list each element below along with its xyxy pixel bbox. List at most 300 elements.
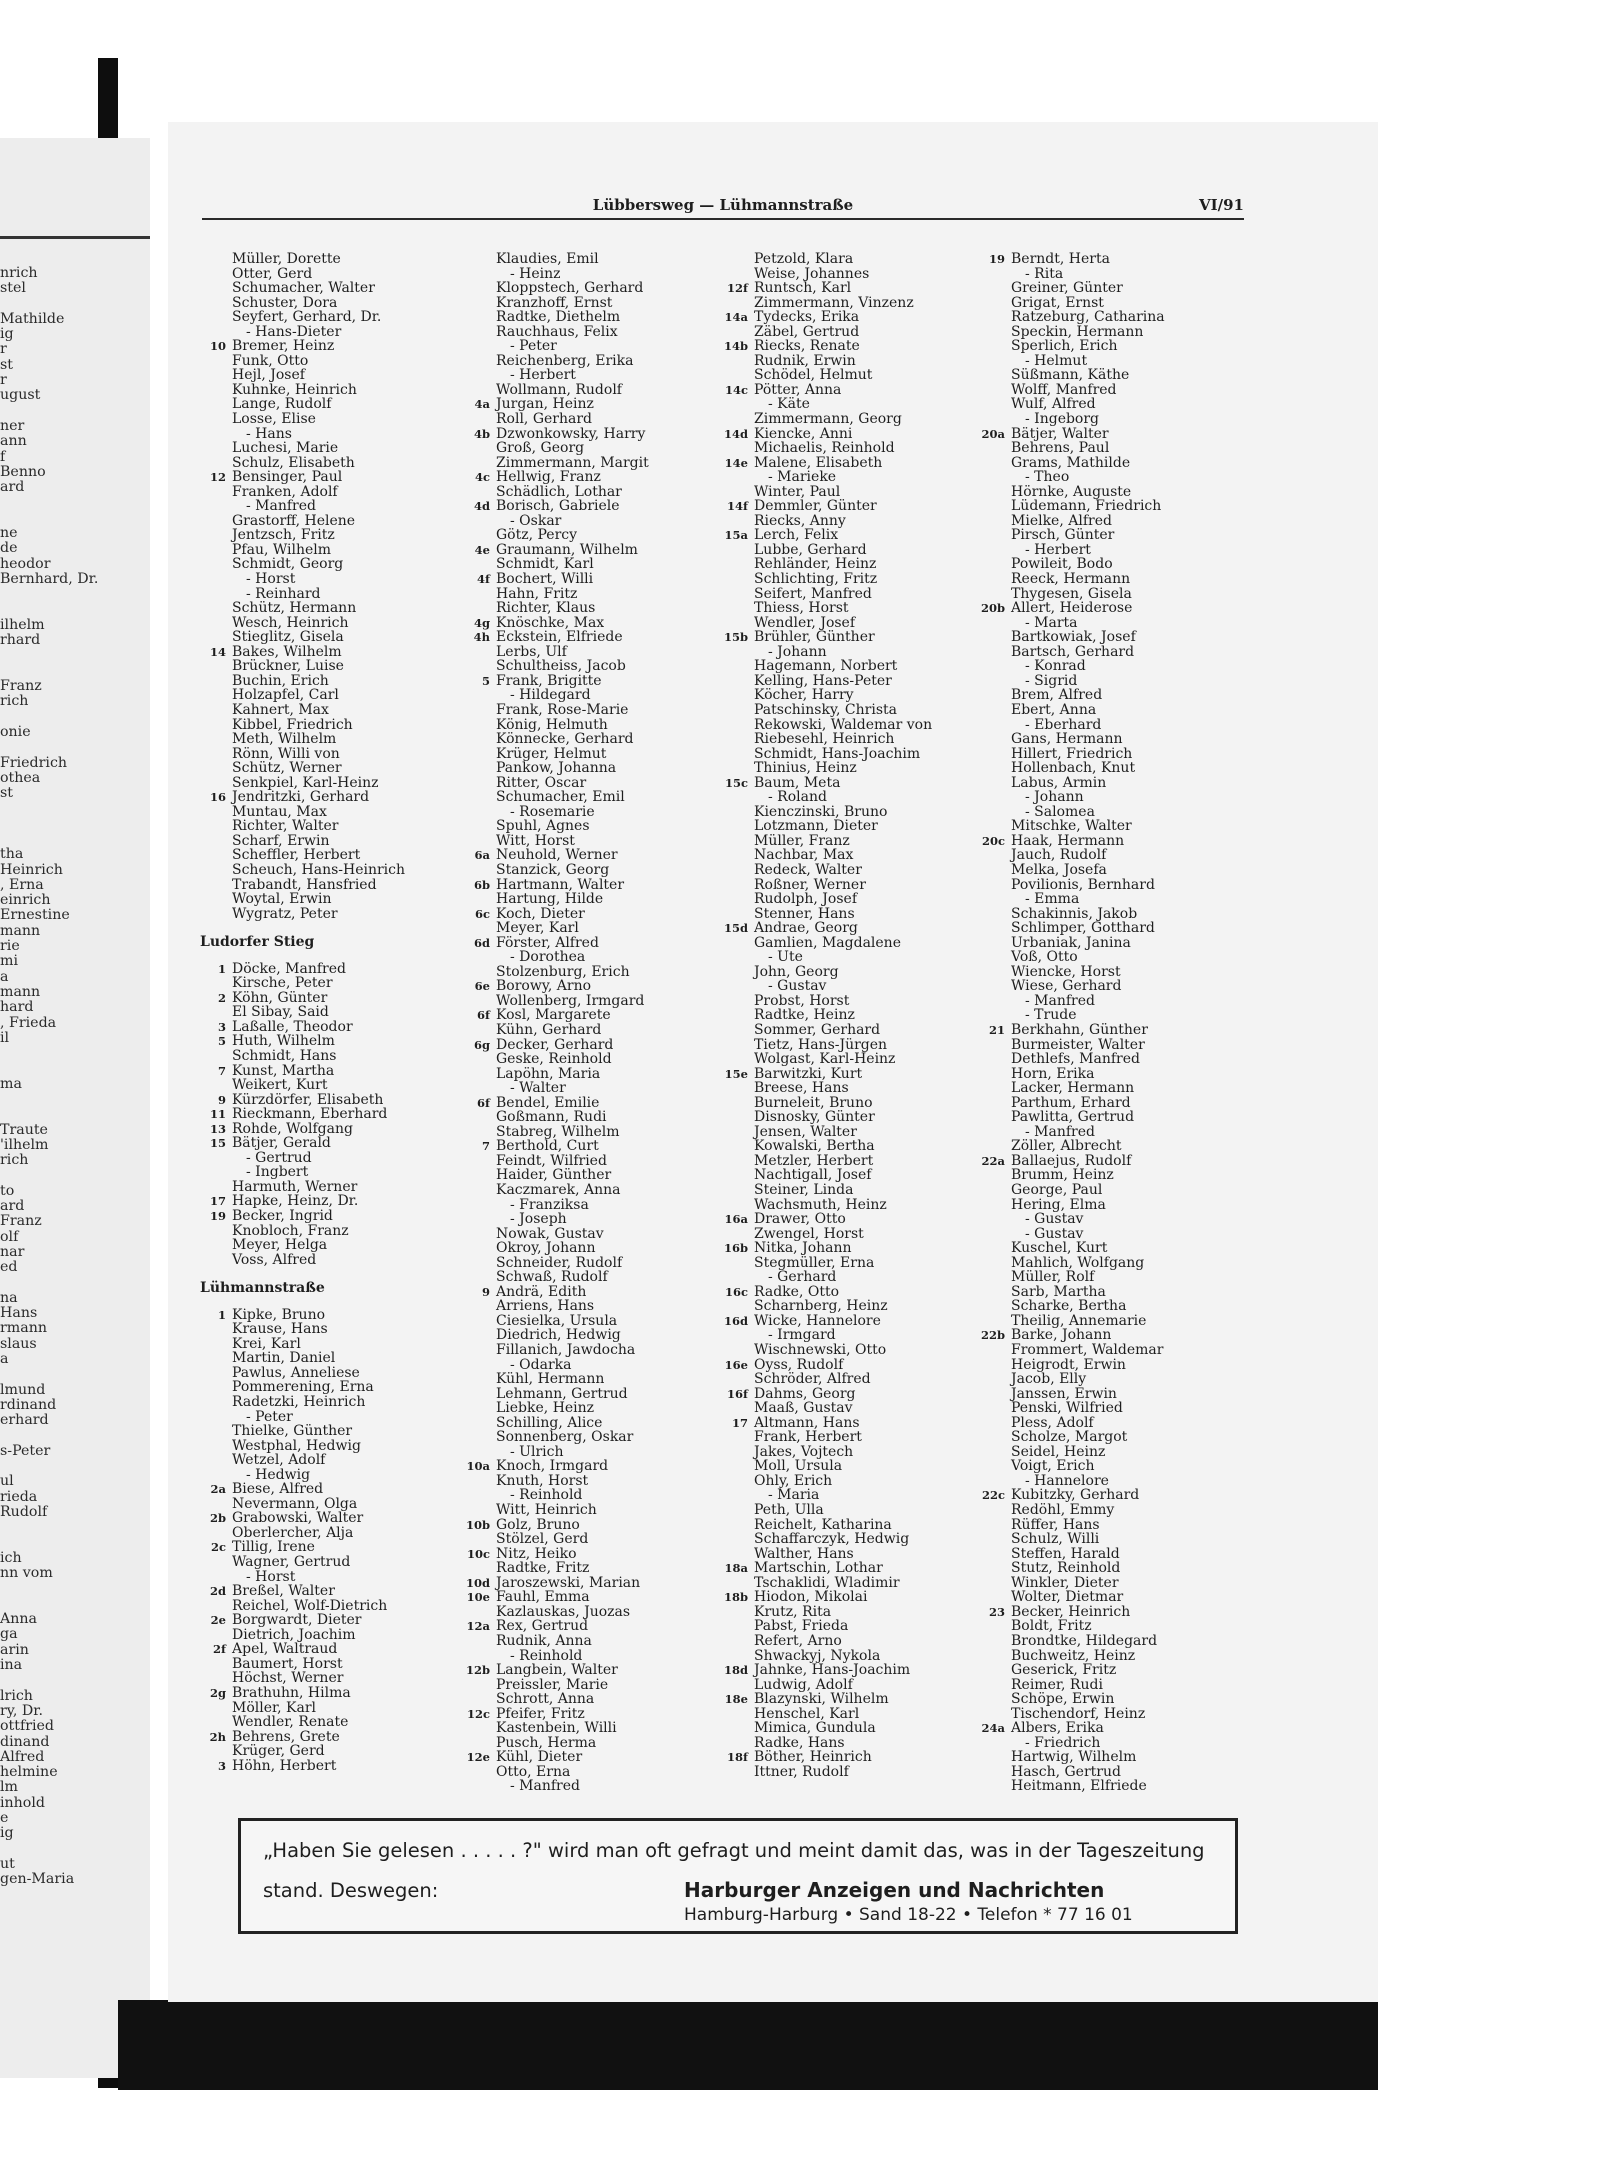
resident-entry <box>718 412 978 427</box>
resident-name: Hartmann, Walter <box>496 876 625 893</box>
resident-entry <box>718 1067 978 1082</box>
resident-entry <box>718 1590 978 1605</box>
resident-entry <box>975 1343 1235 1358</box>
house-number: 16d <box>723 1313 748 1328</box>
resident-name: Kosl, Margarete <box>496 1007 611 1024</box>
resident-entry <box>975 616 1235 631</box>
resident-name: Thielke, Günther <box>232 1423 353 1440</box>
house-number: 18d <box>723 1663 748 1678</box>
resident-entry <box>718 1212 978 1227</box>
resident-entry <box>975 1459 1235 1474</box>
directory-column-1 <box>196 252 456 1773</box>
page-number: VI/91 <box>1198 196 1244 214</box>
resident-entry <box>718 1052 978 1067</box>
resident-name: Schmidt, Karl <box>496 556 594 573</box>
resident-name: Lapöhn, Maria <box>496 1065 601 1082</box>
resident-name: Altmann, Hans <box>754 1414 860 1431</box>
resident-entry <box>196 976 456 991</box>
resident-entry <box>718 1576 978 1591</box>
resident-name: Witt, Horst <box>496 832 575 849</box>
resident-name: Müller, Rolf <box>1011 1269 1095 1286</box>
resident-entry <box>460 325 720 340</box>
resident-name: - Irmgard <box>768 1327 836 1344</box>
house-number: 7 <box>481 1139 490 1154</box>
resident-entry <box>718 543 978 558</box>
house-number: 6g <box>473 1037 490 1052</box>
resident-entry <box>460 310 720 325</box>
resident-name: Schröder, Alfred <box>754 1371 871 1388</box>
resident-entry <box>460 1387 720 1402</box>
house-number: 18e <box>724 1692 748 1707</box>
resident-entry <box>718 1430 978 1445</box>
resident-name: Lehmann, Gertrud <box>496 1385 628 1402</box>
resident-entry <box>718 485 978 500</box>
resident-name: - Maria <box>768 1487 820 1504</box>
resident-entry <box>460 878 720 893</box>
resident-name: Pfeifer, Fritz <box>496 1705 585 1722</box>
resident-name: Rüffer, Hans <box>1011 1516 1100 1533</box>
house-number: 18a <box>724 1561 748 1576</box>
resident-name: - Reinhold <box>510 1647 583 1664</box>
resident-name: Kühn, Gerhard <box>496 1021 602 1038</box>
resident-name: Boldt, Fritz <box>1011 1618 1092 1635</box>
resident-entry <box>975 1750 1235 1765</box>
resident-entry <box>975 1736 1235 1751</box>
resident-entry <box>975 427 1235 442</box>
resident-entry <box>718 819 978 834</box>
resident-name: Neuhold, Werner <box>496 847 618 864</box>
resident-entry <box>975 1561 1235 1576</box>
resident-name: - Manfred <box>510 1778 580 1795</box>
resident-name: Bendel, Emilie <box>496 1094 600 1111</box>
resident-name: Scharke, Bertha <box>1011 1298 1127 1315</box>
resident-name: Krei, Karl <box>232 1335 301 1352</box>
resident-entry <box>196 659 456 674</box>
street-heading: Lühmannstraße <box>200 1280 325 1297</box>
resident-entry <box>460 1736 720 1751</box>
resident-entry <box>975 1387 1235 1402</box>
resident-entry <box>196 1034 456 1049</box>
resident-name: Schaffarczyk, Hedwig <box>754 1531 910 1548</box>
resident-entry <box>460 514 720 529</box>
resident-entry <box>718 1285 978 1300</box>
resident-name: Gamlien, Magdalene <box>754 934 901 951</box>
resident-entry <box>460 1721 720 1736</box>
house-number: 14a <box>724 310 748 325</box>
resident-entry <box>975 936 1235 951</box>
resident-name: Pless, Adolf <box>1011 1414 1094 1431</box>
resident-name: Radke, Hans <box>754 1734 845 1751</box>
house-number: 22c <box>981 1488 1005 1503</box>
resident-name: Borowy, Arno <box>496 978 592 995</box>
resident-name: - Manfred <box>1025 992 1095 1009</box>
resident-name: Redeck, Walter <box>754 861 862 878</box>
resident-entry <box>196 1064 456 1079</box>
resident-entry <box>718 776 978 791</box>
resident-entry <box>718 936 978 951</box>
resident-name: Mimica, Gundula <box>754 1720 876 1737</box>
resident-entry <box>460 645 720 660</box>
resident-entry <box>975 907 1235 922</box>
resident-name: Steiner, Linda <box>754 1182 854 1198</box>
resident-entry <box>718 601 978 616</box>
resident-name: Winkler, Dieter <box>1011 1574 1119 1591</box>
resident-entry <box>460 1401 720 1416</box>
house-number: 1 <box>217 1307 226 1322</box>
resident-name: Spuhl, Agnes <box>496 818 590 835</box>
resident-name: Maaß, Gustav <box>754 1400 853 1417</box>
resident-entry <box>975 805 1235 820</box>
resident-entry <box>718 747 978 762</box>
resident-name: Möller, Karl <box>232 1699 317 1716</box>
resident-entry <box>975 1445 1235 1460</box>
resident-entry <box>718 1707 978 1722</box>
resident-entry <box>460 543 720 558</box>
resident-name: Kubitzky, Gerhard <box>1011 1487 1140 1504</box>
resident-entry <box>975 368 1235 383</box>
resident-name: Pommerening, Erna <box>232 1379 374 1396</box>
resident-entry <box>196 703 456 718</box>
resident-name: Steffen, Harald <box>1011 1545 1120 1562</box>
resident-name: Geske, Reinhold <box>496 1051 612 1068</box>
resident-name: Grams, Mathilde <box>1011 454 1131 471</box>
resident-entry <box>975 1518 1235 1533</box>
resident-entry <box>718 383 978 398</box>
resident-entry <box>196 1671 456 1686</box>
resident-name: Schmidt, Hans-Joachim <box>754 745 921 762</box>
house-number: 18b <box>723 1590 748 1605</box>
resident-name: Golz, Bruno <box>496 1516 580 1533</box>
resident-name: Schlimper, Gotthard <box>1011 920 1155 937</box>
resident-name: Hartwig, Wilhelm <box>1011 1749 1137 1766</box>
resident-name: Kipke, Bruno <box>232 1306 326 1323</box>
resident-entry <box>460 1241 720 1256</box>
resident-entry <box>975 1358 1235 1373</box>
resident-entry <box>975 456 1235 471</box>
resident-name: Radtke, Diethelm <box>496 309 621 326</box>
resident-name: Hering, Elma <box>1011 1196 1106 1213</box>
resident-entry <box>975 834 1235 849</box>
resident-entry <box>975 819 1235 834</box>
house-number: 11 <box>209 1107 226 1122</box>
resident-name: - Theo <box>1025 469 1070 486</box>
resident-name: Eckstein, Elfriede <box>496 629 623 646</box>
resident-name: Disnosky, Günter <box>754 1109 875 1126</box>
resident-entry <box>718 1183 978 1198</box>
resident-entry <box>196 1005 456 1020</box>
resident-entry <box>718 1343 978 1358</box>
resident-entry <box>460 1358 720 1373</box>
resident-name: Huth, Wilhelm <box>232 1033 335 1050</box>
resident-name: Kazlauskas, Juozas <box>496 1603 631 1620</box>
resident-name: Kaczmarek, Anna <box>496 1182 621 1198</box>
resident-entry <box>718 1096 978 1111</box>
resident-entry <box>718 848 978 863</box>
house-number: 2a <box>210 1482 226 1497</box>
resident-name: Radke, Otto <box>754 1283 839 1300</box>
resident-entry <box>975 339 1235 354</box>
resident-name: - Ingbert <box>246 1164 309 1181</box>
house-number: 12c <box>466 1706 490 1721</box>
resident-name: Dahms, Georg <box>754 1385 856 1402</box>
house-number: 12b <box>465 1663 490 1678</box>
resident-entry <box>196 470 456 485</box>
resident-name: Koch, Dieter <box>496 905 585 922</box>
resident-entry <box>196 1136 456 1151</box>
resident-entry <box>718 892 978 907</box>
resident-entry <box>460 950 720 965</box>
resident-name: Schumacher, Walter <box>232 280 375 297</box>
resident-name: Hörnke, Auguste <box>1011 483 1132 500</box>
resident-entry <box>718 1547 978 1562</box>
resident-entry <box>196 732 456 747</box>
resident-entry <box>460 252 720 267</box>
resident-entry <box>975 878 1235 893</box>
resident-name: Greiner, Günter <box>1011 280 1123 297</box>
resident-name: Wischnewski, Otto <box>754 1342 887 1359</box>
resident-entry <box>975 1241 1235 1256</box>
resident-entry <box>460 1590 720 1605</box>
resident-entry <box>196 296 456 311</box>
resident-entry <box>196 674 456 689</box>
house-number: 2f <box>213 1642 226 1657</box>
resident-entry <box>975 383 1235 398</box>
resident-entry <box>718 1474 978 1489</box>
newspaper-advertisement <box>238 1818 1238 1934</box>
resident-name: Schöpe, Erwin <box>1011 1691 1115 1708</box>
resident-entry <box>460 1023 720 1038</box>
resident-name: Goßmann, Rudi <box>496 1109 607 1126</box>
resident-entry <box>460 1692 720 1707</box>
resident-entry <box>460 718 720 733</box>
resident-entry <box>718 427 978 442</box>
resident-entry <box>975 310 1235 325</box>
resident-name: Stutz, Reinhold <box>1011 1560 1121 1577</box>
resident-name: - Reinhard <box>246 585 321 602</box>
resident-entry <box>460 368 720 383</box>
resident-entry <box>460 1678 720 1693</box>
resident-entry <box>975 1038 1235 1053</box>
resident-entry <box>196 339 456 354</box>
resident-name: Scharf, Erwin <box>232 832 330 849</box>
resident-name: Knuth, Horst <box>496 1472 589 1489</box>
resident-name: Andrae, Georg <box>754 920 858 937</box>
resident-name: - Oskar <box>510 512 562 529</box>
resident-name: Stenner, Hans <box>754 905 855 922</box>
resident-name: Wolgast, Karl-Heinz <box>754 1051 896 1068</box>
resident-name: - Hans <box>246 425 292 442</box>
scan-shadow-bar <box>118 2000 1378 2090</box>
resident-entry <box>718 616 978 631</box>
resident-name: Jahnke, Hans-Joachim <box>754 1662 911 1679</box>
resident-entry <box>460 688 720 703</box>
resident-name: Radtke, Heinz <box>754 1007 855 1024</box>
resident-name: Winter, Paul <box>754 483 841 500</box>
resident-name: Kiencke, Anni <box>754 425 853 442</box>
resident-name: Hejl, Josef <box>232 367 305 384</box>
resident-entry <box>975 499 1235 514</box>
resident-name: - Gustav <box>1025 1225 1084 1242</box>
resident-name: Lacker, Hermann <box>1011 1080 1135 1097</box>
resident-name: Richter, Walter <box>232 818 339 835</box>
resident-entry <box>196 1468 456 1483</box>
resident-entry <box>718 645 978 660</box>
resident-name: Wollmann, Rudolf <box>496 381 622 398</box>
resident-entry <box>460 1270 720 1285</box>
resident-name: Bakes, Wilhelm <box>232 643 342 660</box>
resident-entry <box>975 1183 1235 1198</box>
resident-entry <box>975 601 1235 616</box>
house-number: 15c <box>724 775 748 790</box>
resident-name: Westphal, Hedwig <box>232 1437 361 1454</box>
resident-entry <box>196 878 456 893</box>
resident-name: Thiess, Horst <box>754 600 849 617</box>
resident-entry <box>718 1154 978 1169</box>
resident-entry <box>718 528 978 543</box>
resident-name: Borisch, Gabriele <box>496 498 620 515</box>
resident-name: Pawlus, Anneliese <box>232 1364 360 1381</box>
resident-entry <box>718 1503 978 1518</box>
resident-entry <box>196 819 456 834</box>
resident-entry <box>460 1750 720 1765</box>
resident-name: Mahlich, Wolfgang <box>1011 1254 1145 1271</box>
resident-entry <box>196 1584 456 1599</box>
resident-entry <box>196 1410 456 1425</box>
resident-name: Runtsch, Karl <box>754 280 852 297</box>
house-number: 16 <box>209 790 226 805</box>
house-number: 20b <box>980 601 1005 616</box>
resident-entry <box>196 1613 456 1628</box>
house-number: 14 <box>209 644 226 659</box>
ad-publisher: Harburger Anzeigen und Nachrichten <box>684 1878 1105 1902</box>
resident-name: John, Georg <box>754 963 839 980</box>
resident-entry <box>196 1395 456 1410</box>
resident-name: Frank, Brigitte <box>496 672 602 689</box>
house-number: 4d <box>473 499 490 514</box>
resident-entry <box>718 994 978 1009</box>
resident-name: Zäbel, Gertrud <box>754 323 860 340</box>
resident-name: Radtke, Fritz <box>496 1560 590 1577</box>
resident-entry <box>718 1532 978 1547</box>
resident-entry <box>460 1649 720 1664</box>
resident-name: Wicke, Hannelore <box>754 1312 881 1329</box>
page-header <box>202 194 1244 220</box>
resident-entry <box>718 979 978 994</box>
resident-entry <box>460 994 720 1009</box>
resident-entry <box>460 1139 720 1154</box>
resident-name: Wollenberg, Irmgard <box>496 992 645 1009</box>
house-number: 6f <box>477 1095 490 1110</box>
house-number: 22a <box>981 1153 1005 1168</box>
resident-entry <box>460 979 720 994</box>
house-number: 16b <box>723 1241 748 1256</box>
resident-entry <box>460 572 720 587</box>
resident-entry <box>718 252 978 267</box>
resident-entry <box>975 252 1235 267</box>
resident-name: Brühler, Günther <box>754 629 875 646</box>
resident-entry <box>196 1093 456 1108</box>
resident-entry <box>196 1555 456 1570</box>
directory-column-3 <box>718 252 978 1779</box>
resident-entry <box>196 456 456 471</box>
resident-name: Kuhnke, Heinrich <box>232 381 357 398</box>
resident-name: Kowalski, Bertha <box>754 1138 875 1155</box>
resident-entry <box>975 863 1235 878</box>
resident-name: Urbaniak, Janina <box>1011 934 1131 951</box>
resident-name: Voß, Otto <box>1011 949 1078 966</box>
resident-name: Biese, Alfred <box>232 1481 324 1498</box>
resident-entry <box>196 1701 456 1716</box>
resident-entry <box>718 339 978 354</box>
resident-name: Bensinger, Paul <box>232 469 343 486</box>
resident-entry <box>460 267 720 282</box>
resident-name: Feindt, Wilfried <box>496 1152 607 1169</box>
resident-entry <box>460 1416 720 1431</box>
resident-entry <box>460 1765 720 1780</box>
resident-name: Roll, Gerhard <box>496 411 593 428</box>
resident-name: Brondtke, Hildegard <box>1011 1632 1158 1649</box>
resident-name: Schulz, Willi <box>1011 1531 1100 1548</box>
resident-name: Lubbe, Gerhard <box>754 541 867 558</box>
resident-entry <box>975 543 1235 558</box>
resident-name: Höchst, Werner <box>232 1670 344 1687</box>
resident-name: Heitmann, Elfriede <box>1011 1778 1147 1795</box>
house-number: 7 <box>217 1063 226 1078</box>
resident-entry <box>718 557 978 572</box>
resident-name: Tischendorf, Heinz <box>1011 1705 1146 1722</box>
resident-entry <box>975 1008 1235 1023</box>
resident-entry <box>975 1649 1235 1664</box>
resident-name: Bartkowiak, Josef <box>1011 629 1136 646</box>
resident-entry <box>196 1322 456 1337</box>
resident-name: - Hannelore <box>1025 1472 1109 1489</box>
resident-entry <box>718 659 978 674</box>
resident-entry <box>718 1445 978 1460</box>
resident-entry <box>718 1227 978 1242</box>
resident-name: Rieckmann, Eberhard <box>232 1106 388 1123</box>
resident-name: Rex, Gertrud <box>496 1618 589 1635</box>
resident-name: Petzold, Klara <box>754 251 854 267</box>
resident-entry <box>460 1518 720 1533</box>
house-number: 10a <box>466 1459 490 1474</box>
resident-entry <box>460 1619 720 1634</box>
resident-entry <box>460 659 720 674</box>
house-number: 19 <box>209 1209 226 1223</box>
resident-entry <box>718 1270 978 1285</box>
resident-entry <box>975 1488 1235 1503</box>
resident-name: Wesch, Heinrich <box>232 614 349 631</box>
resident-name: Bochert, Willi <box>496 571 594 588</box>
resident-entry <box>975 1198 1235 1213</box>
resident-entry <box>718 732 978 747</box>
resident-entry <box>196 427 456 442</box>
resident-entry <box>718 1416 978 1431</box>
resident-name: Könnecke, Gerhard <box>496 731 634 748</box>
resident-name: Metzler, Herbert <box>754 1152 874 1169</box>
resident-name: Otto, Erna <box>496 1763 571 1780</box>
resident-entry <box>975 1619 1235 1634</box>
resident-name: Jaroszewski, Marian <box>496 1574 641 1591</box>
resident-entry <box>718 863 978 878</box>
resident-name: - Emma <box>1025 891 1080 908</box>
resident-name: Scharnberg, Heinz <box>754 1298 888 1315</box>
resident-entry <box>718 296 978 311</box>
resident-name: Krüger, Helmut <box>496 745 607 762</box>
resident-entry <box>460 1605 720 1620</box>
resident-name: Malene, Elisabeth <box>754 454 883 471</box>
resident-entry <box>196 892 456 907</box>
resident-entry <box>718 805 978 820</box>
